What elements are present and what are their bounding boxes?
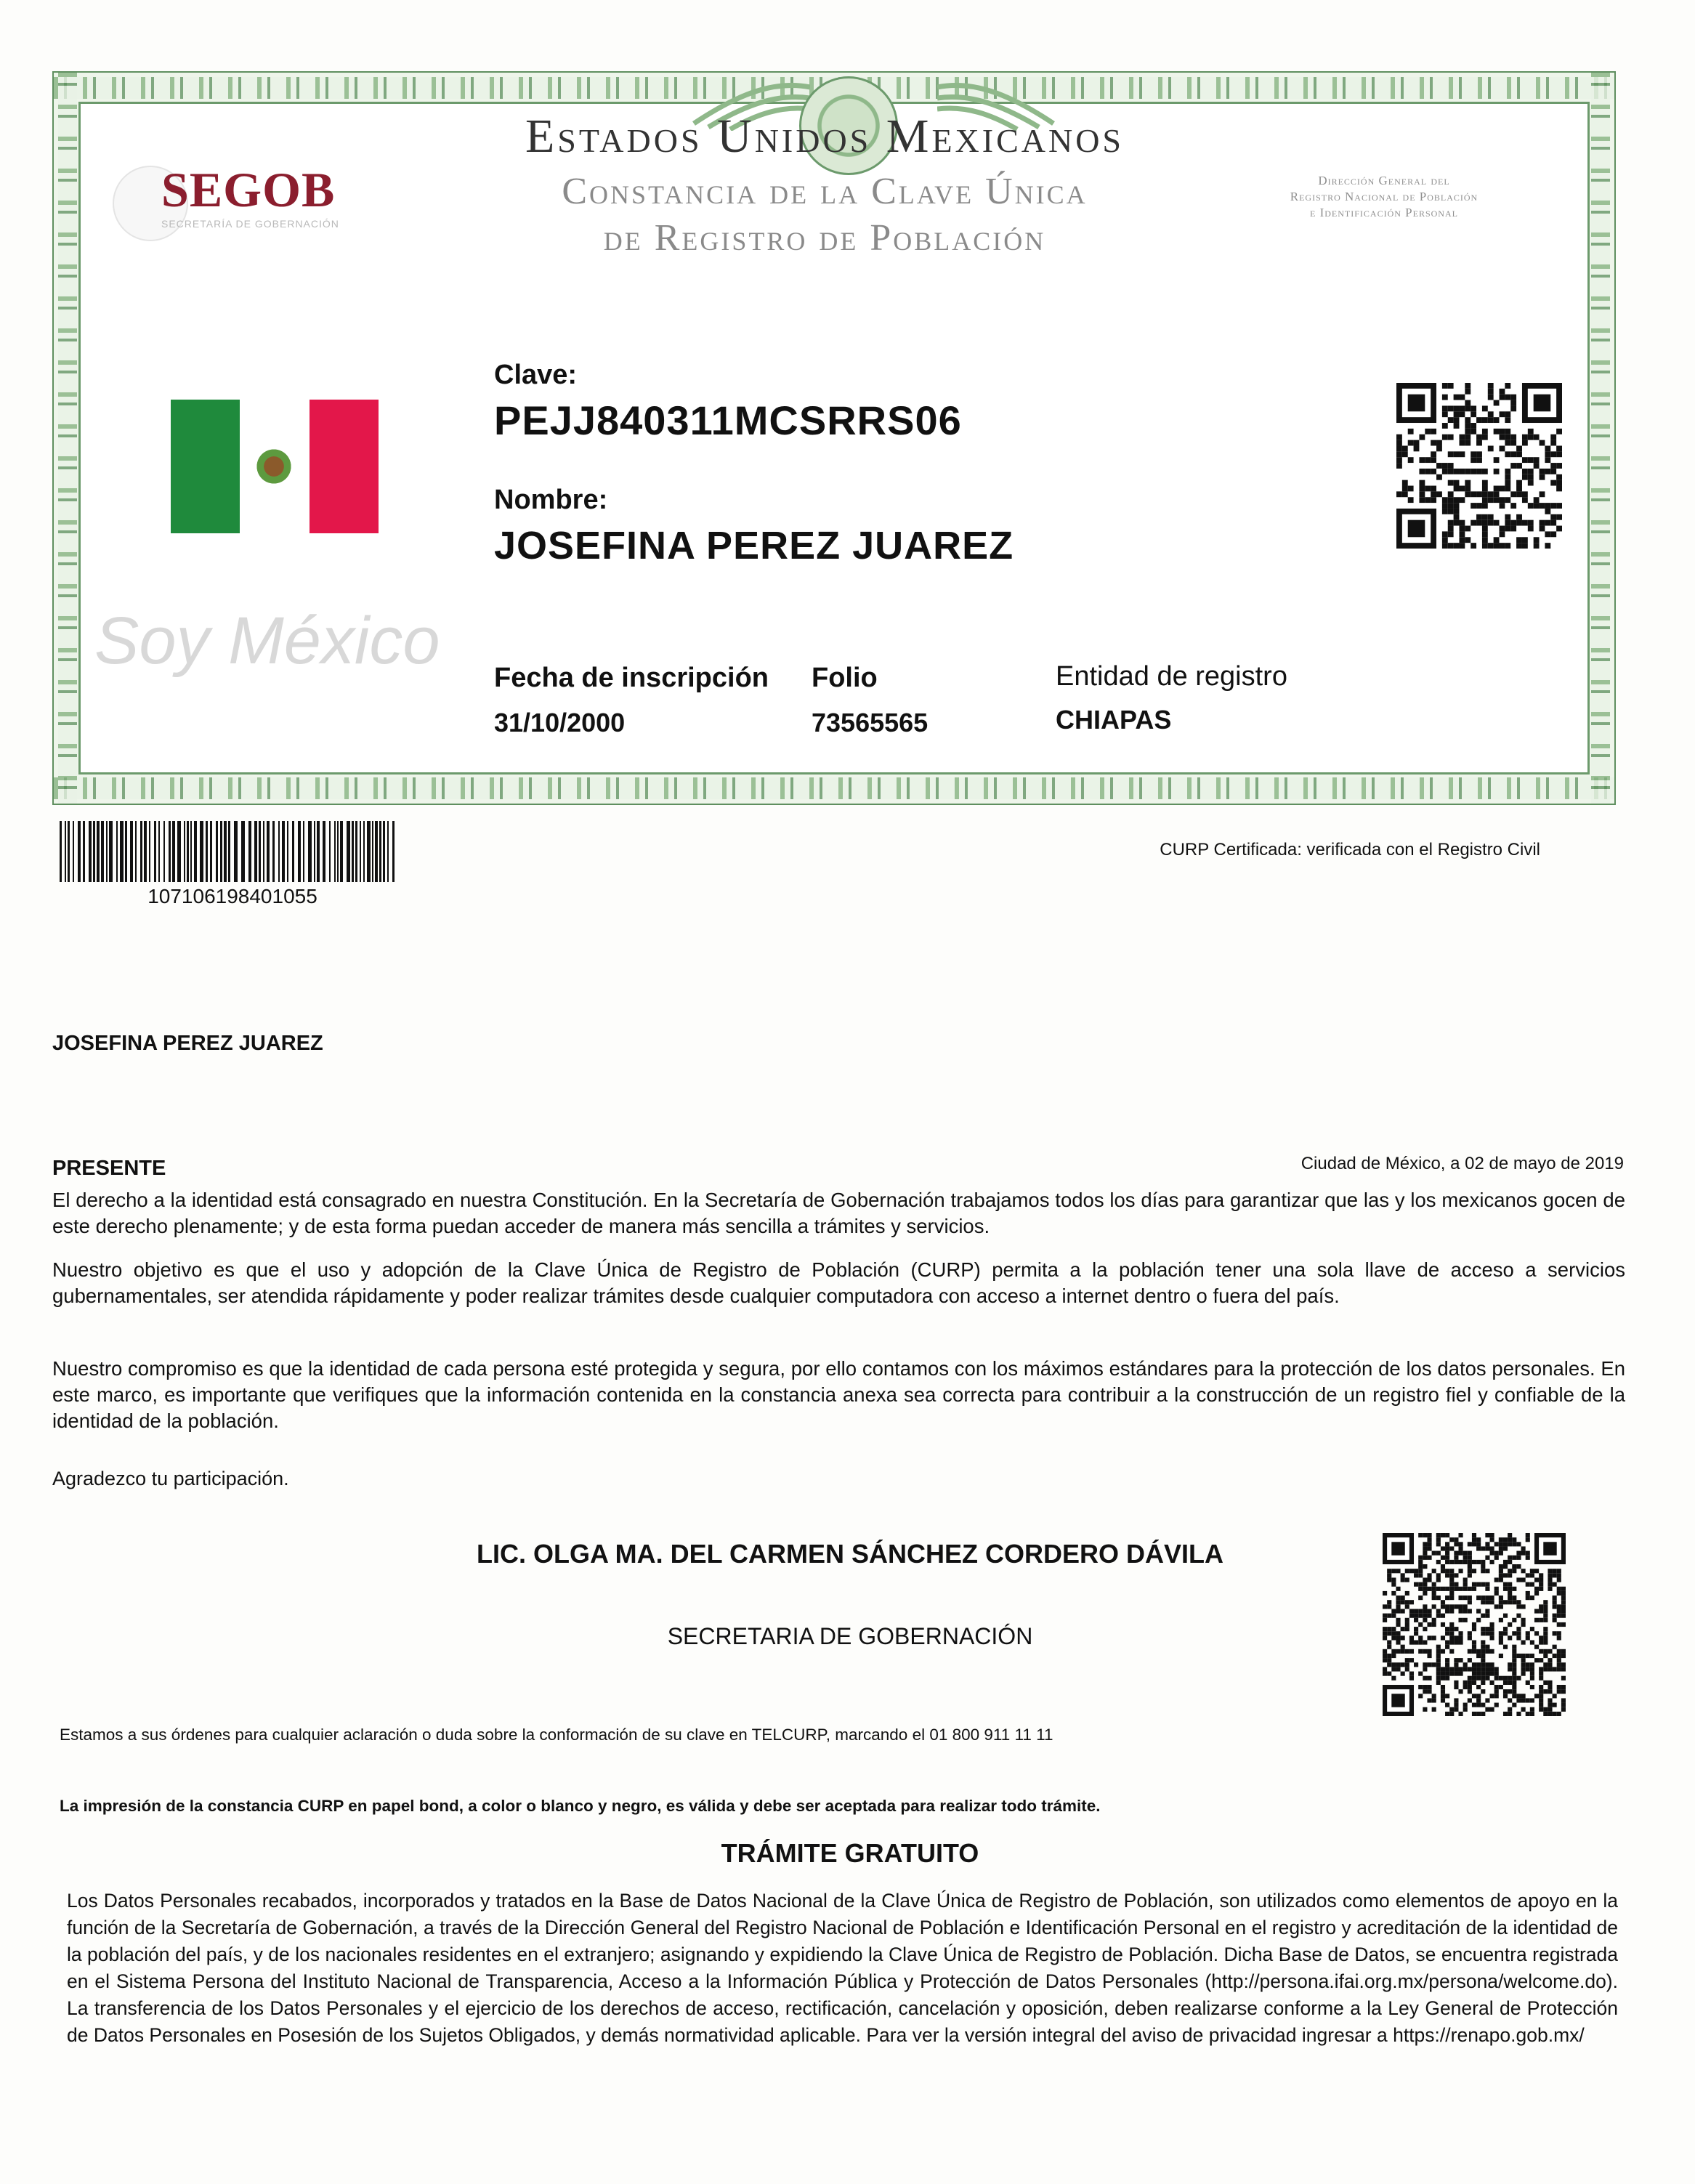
fecha-inscripcion-value: 31/10/2000 [494,708,626,737]
city-date: Ciudad de México, a 02 de mayo de 2019 [1300,1154,1624,1173]
telcurp-note: Estamos a sus órdenes para cualquier aclaración o duda sobre la conformación de su clave en TELCURP, marcando el 01 800 911 11 11 [60,1726,1053,1744]
impresion-validity-note: La impresión de la constancia CURP en papel bond, a color o blanco y negro, es válida y debe ser aceptada para realizar todo trámite. [60,1797,1101,1815]
letter-recipient: JOSEFINA PEREZ JUAREZ [52,1032,323,1055]
right-border-pattern [1591,73,1610,804]
registry-org-line3: e Identificación Personal [1310,206,1458,219]
document-title: Estados Unidos Mexicanos [525,110,1125,163]
registry-org-text [1221,173,1548,221]
signer-name: LIC. OLGA MA. DEL CARMEN SÁNCHEZ CORDERO DÁVILA [476,1539,1223,1569]
folio-value: 73565565 [812,708,929,737]
clave-label: Clave: [494,360,578,390]
tramite-gratuito-heading: TRÁMITE GRATUITO [721,1838,979,1868]
barcode-icon [60,821,397,882]
clave-value: PEJJ840311MCSRRS06 [494,397,962,443]
entidad-registro-value: CHIAPAS [1056,705,1172,735]
presente-heading: PRESENTE [52,1157,166,1180]
segob-logo: SEGOB [161,162,336,217]
registry-org-line1: Dirección General del [1318,174,1450,187]
privacy-notice: Los Datos Personales recabados, incorporados y tratados en la Base de Datos Nacional de la Clave Única de Registro de Población, son utilizados como elementos de apoyo en la función de la Secretaría de Gobernación, a través de la Dirección General del Registro Nacional de Población e Identificación Personal en el registro y acreditación de la identidad de la población del país, y de los nacionales residentes en el extranjero; asignando y expidiendo la Clave Única de Registro de Población. Dicha Base de Datos, se encuentra registrada en el Sistema Persona del Instituto Nacional de Transparencia, Acceso a la Información Pública y Protección de Datos Personales (http://persona.ifai.org.mx/persona/welcome.do). La transferencia de los Datos Personales y el ejercicio de los derechos de acceso, rectificación, cancelación y oposición, deben realizarse conforme a la Ley General de Protección de Datos Personales en Posesión de los Sujetos Obligados, y demás normatividad aplicable. Para ver la versión integral del aviso de privacidad ingresar a https://renapo.gob.mx/ [67,1890,1618,2046]
letter-paragraph-1: El derecho a la identidad está consagrado en nuestra Constitución. En la Secretaría de Gobernación trabajamos todos los días para garantizar que las y los mexicanos gocen de este derecho plenamente; y de esta forma puedan acceder de manera más sencilla a trámites y servicios. [52,1189,1625,1237]
barcode-number: 107106198401055 [147,885,317,907]
curp-certificada-note: CURP Certificada: verificada con el Registro Civil [1160,840,1540,860]
fecha-inscripcion-label: Fecha de inscripción [494,663,769,693]
segob-subtext: SECRETARÍA DE GOBERNACIÓN [161,218,339,230]
letter-closing: Agradezco tu participación. [52,1468,289,1489]
soy-mexico-watermark: Soy México [94,604,440,678]
registry-org-line2: Registro Nacional de Población [1290,190,1478,203]
bottom-border-pattern [54,777,1614,799]
mexican-flag-icon [171,400,379,533]
nombre-value: JOSEFINA PEREZ JUAREZ [494,524,1014,567]
letter-paragraph-2: Nuestro objetivo es que el uso y adopción de la Clave Única de Registro de Población (CURP) permita a la población tener una sola llave de acceso a servicios gubernamentales, ser atendida rápidamente y poder realizar trámites desde cualquier computadora con acceso a internet dentro o fuera del país. [52,1258,1625,1307]
entidad-registro-label: Entidad de registro [1056,661,1287,692]
document-subtitle [443,169,1206,262]
document-subtitle-line2: de Registro de Población [603,217,1046,259]
letter-paragraph-3: Nuestro compromiso es que la identidad de cada persona esté protegida y segura, por ello contamos con los máximos estándares para la protección de los datos personales. En este marco, es importante que verifiques que la información contenida en la constancia anexa sea correcta para contribuir a la construcción de un registro fiel y confiable de la identidad de la población. [52,1357,1625,1432]
qr-code-icon [1379,1533,1569,1716]
left-border-pattern [58,73,77,804]
folio-label: Folio [812,663,878,693]
nombre-label: Nombre: [494,485,608,515]
signer-position: SECRETARIA DE GOBERNACIÓN [667,1623,1033,1649]
document-subtitle-line1: Constancia de la Clave Única [562,171,1088,212]
qr-code-icon [1396,383,1562,549]
